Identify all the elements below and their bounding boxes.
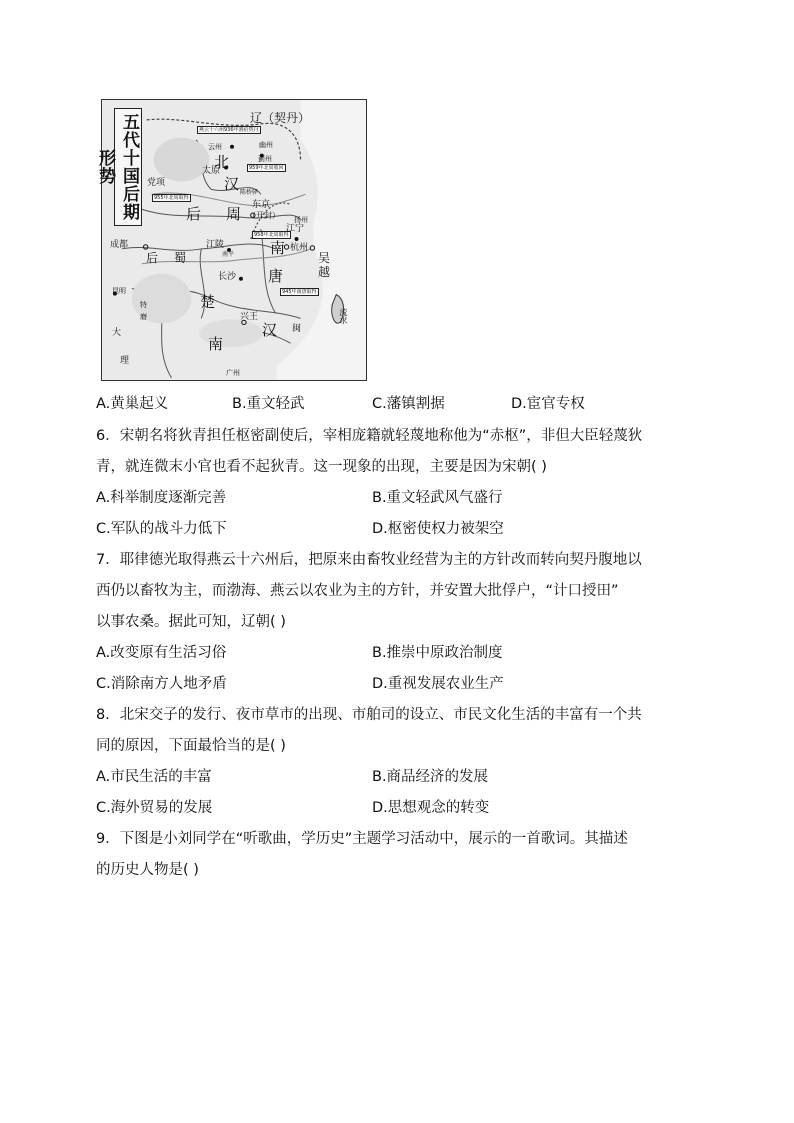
q6-option-d: D.枢密使权力被架空 <box>372 521 504 537</box>
q8-option-a: A.市民生活的丰富 <box>96 769 212 785</box>
q8-option-c: C.海外贸易的发展 <box>96 800 213 816</box>
q7-stem-line: 以事农桑。据此可知，辽朝( ) <box>96 614 286 630</box>
map-label: 闽 <box>292 324 302 334</box>
map-label: 汉 <box>224 175 240 193</box>
map-label: 北 <box>214 153 230 171</box>
map-note: 959年北周收回 <box>249 165 284 171</box>
map-label: 江陵 <box>206 240 225 250</box>
q8-option-b: B.商品经济的发展 <box>372 769 489 785</box>
map-label: 楚 <box>200 293 216 311</box>
map-label: 杭州 <box>290 243 309 253</box>
map-label: 太原 <box>202 166 221 176</box>
map-label: 兴王 <box>240 312 259 322</box>
map-note: 945年南唐取得 <box>282 289 317 295</box>
map-label: 陈桥驿 <box>240 189 259 196</box>
q7-option-d: D.重视发展农业生产 <box>372 676 504 692</box>
map-note: 958年北周取得 <box>254 232 289 238</box>
q5-option-b: B.重文轻武 <box>232 396 305 412</box>
q5-option-d: D.宦官专权 <box>511 396 585 412</box>
q7-stem-line: 7．耶律德光取得燕云十六州后，把原来由畜牧业经营为主的方针改而转向契丹腹地以 <box>96 552 642 568</box>
map-five-dynasties <box>95 99 367 381</box>
map-label: （开封） <box>248 211 280 220</box>
map-label: 越 <box>318 265 331 279</box>
map-label: 后 <box>186 205 202 223</box>
map-label: 东京 <box>252 200 271 210</box>
map-note: 955年北周取得 <box>154 195 189 201</box>
map-label: 成都 <box>110 240 129 250</box>
q7-option-a: A.改变原有生活习俗 <box>96 645 227 661</box>
q6-stem-line: 青，就连微末小官也看不起狄青。这一现象的出现，主要是因为宋朝( ) <box>96 459 547 475</box>
map-label: 唐 <box>268 267 284 285</box>
q6-option-b: B.重文轻武风气盛行 <box>372 490 503 506</box>
q6-stem-line: 6．宋朝名将狄青担任枢密副使后，宰相庞籍就轻蔑地称他为“赤枢”，非但大臣轻蔑狄 <box>96 428 643 444</box>
map-label: 辽（契丹） <box>250 111 311 125</box>
map-label: 昆明 <box>112 287 126 295</box>
q8-stem-line: 8．北宋交子的发行、夜市草市的出现、市舶司的设立、市民文化生活的丰富有一个共 <box>96 707 642 723</box>
map-label: 南 <box>270 239 286 257</box>
map-label: 吴 <box>318 251 331 265</box>
map-label: 扬州 <box>294 216 308 224</box>
map-label: 蜀 <box>174 251 187 265</box>
map-label: 长沙 <box>218 272 237 282</box>
map-label: 南平 <box>222 251 235 258</box>
q5-option-c: C.藩镇割据 <box>372 396 445 412</box>
map-label: 理 <box>120 356 130 366</box>
map-label: 云州 <box>208 143 222 151</box>
map-label: 广州 <box>226 369 240 377</box>
map-label: 党项 <box>147 178 166 188</box>
q8-stem-line: 同的原因，下面最恰当的是( ) <box>96 738 286 754</box>
map-label: 汉 <box>262 321 278 339</box>
map-label: 特 <box>140 301 147 309</box>
map-label: 流求 <box>339 308 348 324</box>
map-label: 后 <box>146 251 159 265</box>
q8-option-d: D.思想观念的转变 <box>372 800 490 816</box>
q6-option-c: C.军队的战斗力低下 <box>96 521 227 537</box>
map-label: 磨 <box>140 313 147 321</box>
map-title: 五代十国后期形势 <box>114 108 142 226</box>
map-label: 幽州 <box>259 141 273 149</box>
map-label: 蓟州 <box>258 155 272 163</box>
q9-stem-line: 的历史人物是( ) <box>96 862 199 878</box>
q7-stem-line: 西仍以畜牧为主，而渤海、燕云以农业为主的方针，并安置大批俘户，“计口授田” <box>96 583 619 599</box>
map-label: 周 <box>226 205 242 223</box>
map-label: 江宁 <box>286 224 305 234</box>
q7-option-c: C.消除南方人地矛盾 <box>96 676 227 692</box>
map-label: 南 <box>208 335 224 353</box>
q6-option-a: A.科举制度逐渐完善 <box>96 490 227 506</box>
q9-stem-line: 9．下图是小刘同学在“听歌曲，学历史”主题学习活动中，展示的一首歌词。其描述 <box>96 831 628 847</box>
q5-option-a: A.黄巢起义 <box>96 396 169 412</box>
map-label: 大 <box>112 328 122 338</box>
q7-option-b: B.推崇中原政治制度 <box>372 645 503 661</box>
map-note: 燕云十六州936年割给契丹 <box>199 127 259 133</box>
